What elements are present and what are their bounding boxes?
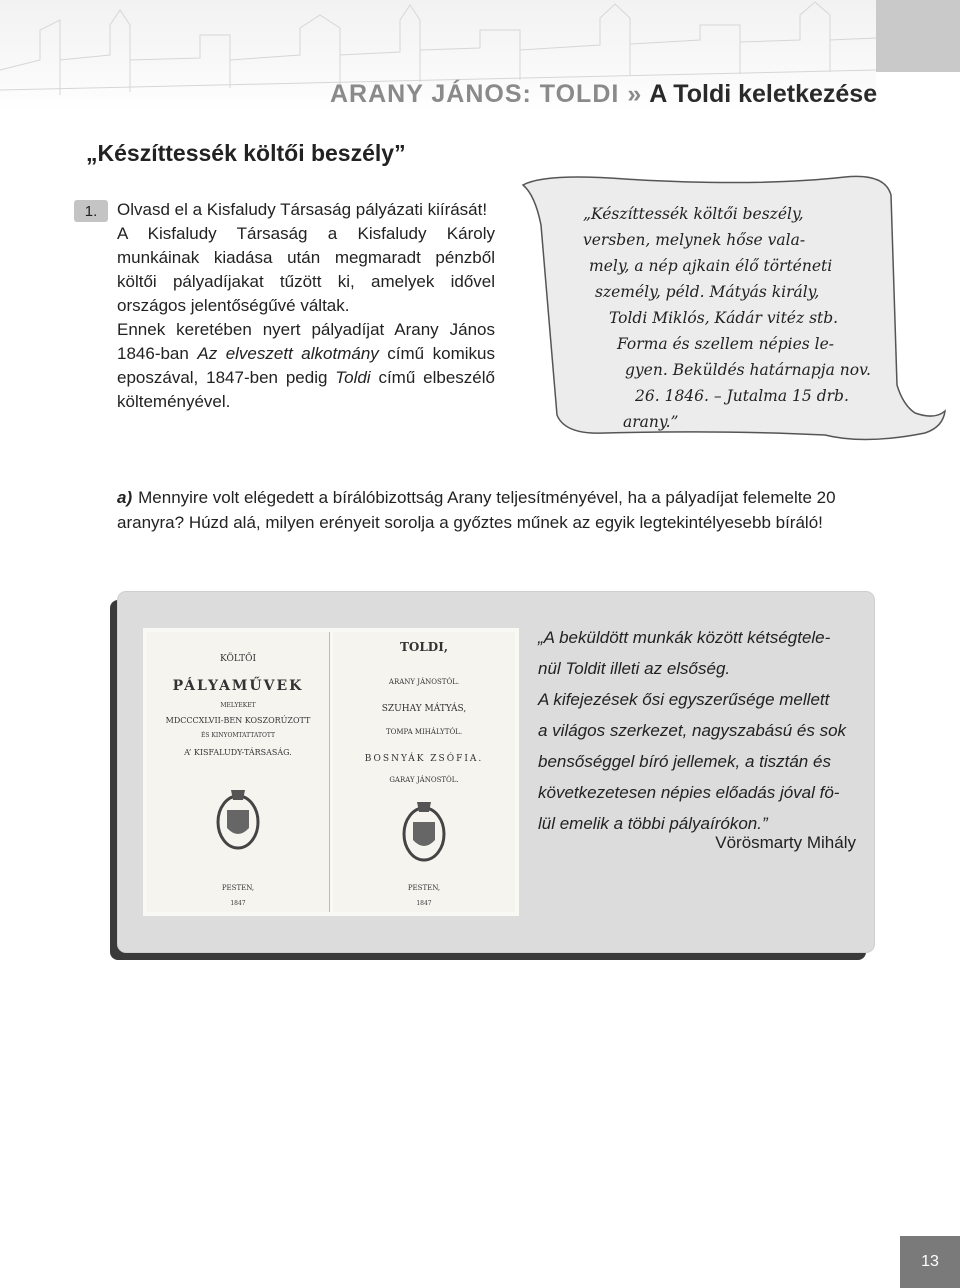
book-text: ARANY JÁNOSTÓL. bbox=[388, 678, 460, 686]
quote-author: Vörösmarty Mihály bbox=[715, 833, 856, 852]
task-p2-part-b: című komikus eposzával, 1847-ben pedig bbox=[117, 344, 495, 387]
book-text: BOSNYÁK ZSÓFIA. bbox=[364, 754, 484, 764]
book-right-page bbox=[333, 632, 515, 912]
work-title-toldi: Toldi bbox=[335, 368, 371, 387]
book-text: ÉS KINYOMTATTATOTT bbox=[200, 732, 276, 739]
book-text: PÁLYAMŰVEK bbox=[172, 678, 304, 694]
book-title-pages-image bbox=[143, 628, 519, 916]
book-text: PESTEN, bbox=[407, 884, 441, 892]
quote-line: a világos szerkezet, nagyszabású és sok bbox=[538, 721, 847, 740]
corner-tab bbox=[876, 0, 960, 72]
task-text bbox=[117, 198, 495, 414]
bubble-line: versben, melynek hőse vala- bbox=[583, 231, 806, 249]
page-number: 13 bbox=[900, 1236, 960, 1288]
question-label: a) bbox=[117, 488, 133, 507]
vorosmarty-quote bbox=[538, 622, 860, 839]
bubble-line: arany.” bbox=[623, 413, 679, 431]
bubble-line: Toldi Miklós, Kádár vitéz stb. bbox=[609, 309, 839, 327]
header-topic: A Toldi keletkezése bbox=[649, 80, 878, 108]
task-p2-part-a: Ennek keretében nyert pályadíjat Arany János 1846-ban bbox=[117, 320, 495, 363]
book-text: MDCCCXLVII-BEN KOSZORÚZOTT bbox=[165, 716, 311, 725]
speech-bubble bbox=[505, 165, 955, 465]
quote-line: következetesen népies előadás jóval fö- bbox=[538, 783, 840, 802]
quote-line: „A beküldött munkák között kétségtele- bbox=[538, 628, 831, 647]
task-p2-part-c: című elbeszélő költeményével. bbox=[117, 368, 495, 411]
header-subject: ARANY JÁNOS: TOLDI bbox=[330, 80, 620, 108]
bubble-line: gyen. Beküldés határnapja nov. bbox=[625, 361, 871, 379]
coat-of-arms-icon bbox=[399, 794, 449, 866]
section-title: „Készíttessék költői beszély” bbox=[86, 140, 406, 166]
bubble-line: mely, a nép ajkain élő történeti bbox=[589, 257, 833, 275]
coat-of-arms-icon bbox=[213, 782, 263, 854]
book-text: 1847 bbox=[416, 900, 432, 907]
book-text: GARAY JÁNOSTÓL. bbox=[389, 776, 459, 784]
work-title-alkotmany: Az elveszett alkotmány bbox=[197, 344, 379, 363]
quote-line: bensőséggel bíró jellemek, a tisztán és bbox=[538, 752, 831, 771]
bubble-line: „Készíttessék költői beszély, bbox=[583, 205, 804, 223]
bubble-line: személy, péld. Mátyás király, bbox=[595, 283, 820, 301]
book-text: MELYEKET bbox=[220, 702, 256, 709]
task-paragraph-1: A Kisfaludy Társaság a Kisfaludy Károly munkáinak kiadása után megmaradt pénzből költői pályadíjakat tűzött ki, amelyek idővel országos jelentőségűvé váltak. bbox=[117, 224, 495, 315]
quote-line: lül emelik a többi pályaírókon.” bbox=[538, 814, 768, 833]
page-header bbox=[330, 80, 877, 109]
book-text: 1847 bbox=[230, 900, 246, 907]
book-text: TOLDI, bbox=[399, 640, 449, 654]
quote-line: nül Toldit illeti az elsőség. bbox=[538, 659, 731, 678]
question-a bbox=[117, 485, 877, 535]
bubble-line: 26. 1846. – Jutalma 15 drb. bbox=[635, 387, 849, 405]
bubble-line: Forma és szellem népies le- bbox=[617, 335, 835, 353]
book-text: SZUHAY MÁTYÁS, bbox=[381, 704, 467, 714]
task-intro: Olvasd el a Kisfaludy Társaság pályázati kiírását! bbox=[117, 200, 488, 219]
book-text: A’ KISFALUDY-TÁRSASÁG. bbox=[184, 748, 292, 757]
book-text: PESTEN, bbox=[221, 884, 255, 892]
task-number-badge: 1. bbox=[74, 200, 108, 222]
book-text: KÖLTŐI bbox=[219, 654, 257, 664]
book-left-page bbox=[147, 632, 330, 912]
quote-line: A kifejezések ősi egyszerűsége mellett bbox=[538, 690, 830, 709]
question-text: Mennyire volt elégedett a bírálóbizottság Arany teljesítményével, ha a pályadíjat felemelte 20 aranyra? Húzd alá, milyen erényeit sorolja a győztes műnek az egyik legtekintélyesebb bíráló! bbox=[117, 488, 836, 532]
competition-announcement bbox=[583, 201, 871, 435]
book-text: TOMPA MIHÁLYTÓL. bbox=[385, 728, 463, 736]
chevron-right-icon: » bbox=[627, 80, 642, 108]
task-paragraph-2 bbox=[117, 318, 495, 414]
